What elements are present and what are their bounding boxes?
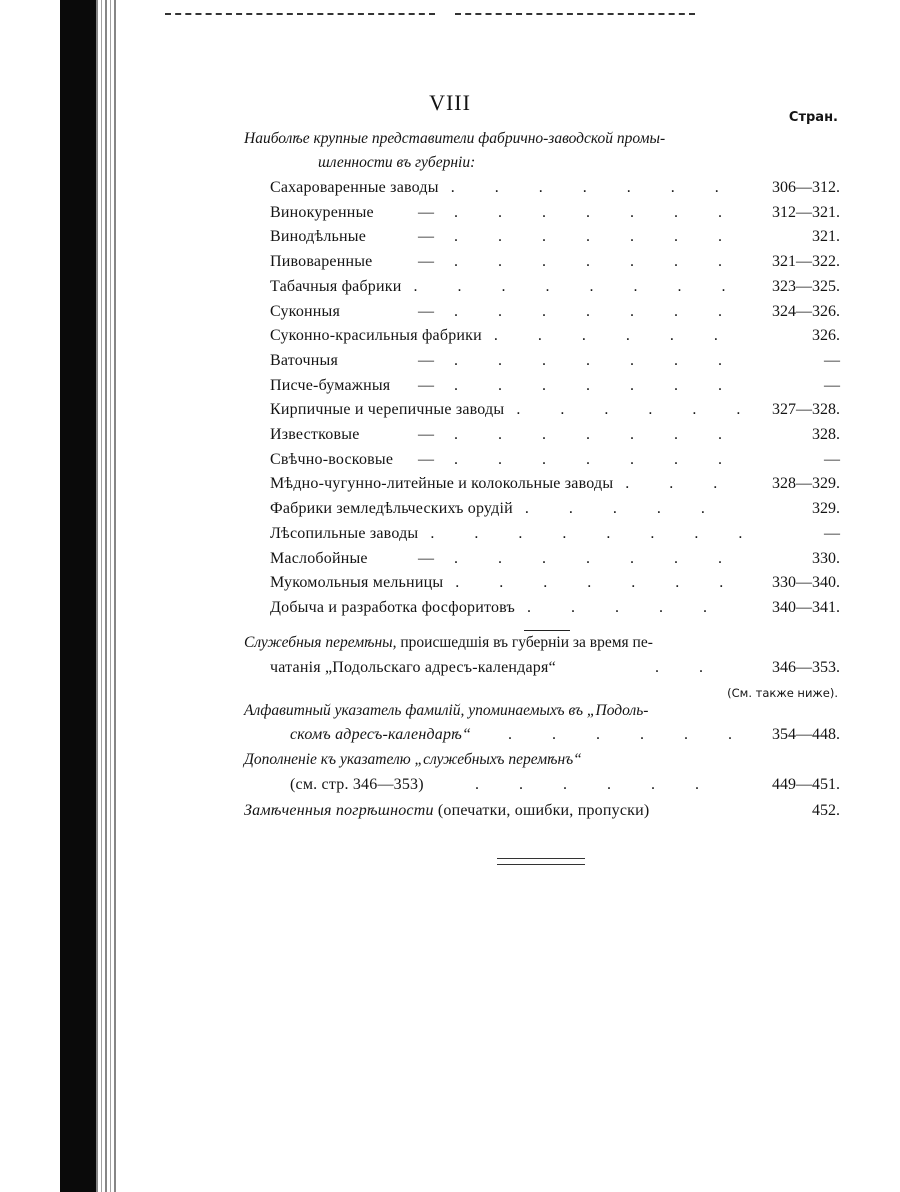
dot-leader xyxy=(455,574,742,596)
toc-row xyxy=(270,278,840,300)
section-divider xyxy=(524,630,570,631)
toc-row-label: Известковые xyxy=(270,426,360,443)
toc-row xyxy=(270,303,840,325)
toc-row-pages: 306—312. xyxy=(772,179,840,196)
toc-row xyxy=(270,401,840,423)
binding-edge xyxy=(96,0,118,1192)
section1-title-line2: шленности въ губерніи: xyxy=(318,154,476,171)
dot-leader xyxy=(655,659,740,681)
section5-pages: 452. xyxy=(812,802,840,819)
dot-leader xyxy=(527,599,742,621)
toc-row-label: Добыча и разработка фосфоритовъ xyxy=(270,598,515,616)
dot-leader xyxy=(475,776,740,798)
toc-row xyxy=(270,228,840,250)
toc-row-pages: — xyxy=(824,450,840,468)
toc-row-label: Ваточныя xyxy=(270,351,339,369)
section5-line xyxy=(244,802,649,820)
toc-row-label: Сахароваренные заводы xyxy=(270,179,439,196)
dot-leader xyxy=(516,401,742,423)
section1-title-line1: Наиболѣе крупные представители фабрично-заводской промы- xyxy=(244,130,666,147)
dot-leader xyxy=(454,451,742,473)
dot-leader xyxy=(414,278,742,300)
dot-leader xyxy=(508,726,740,748)
dot-leader xyxy=(454,426,742,448)
toc-row xyxy=(270,377,840,399)
toc-row-label: Винокуренные xyxy=(270,203,374,221)
binding-shadow xyxy=(60,0,96,1192)
toc-row xyxy=(270,352,840,374)
section3-pages: 354—448. xyxy=(772,726,840,743)
toc-row xyxy=(270,500,840,522)
toc-row-pages: 340—341. xyxy=(772,598,840,616)
toc-row-label: Свѣчно-восковые xyxy=(270,450,394,468)
toc-row-label: Табачныя фабрики xyxy=(270,277,402,295)
dot-leader xyxy=(454,352,742,374)
toc-row-pages: — xyxy=(824,524,840,542)
ditto-dash: — xyxy=(418,376,434,394)
section2-note: (См. также ниже). xyxy=(727,686,838,700)
dot-leader xyxy=(430,525,742,547)
ditto-dash: — xyxy=(418,302,434,320)
section2-line1 xyxy=(244,634,653,652)
toc-row xyxy=(270,451,840,473)
toc-row-pages: 330—340. xyxy=(772,574,840,592)
ditto-dash: — xyxy=(418,228,434,246)
toc-row xyxy=(270,253,840,275)
end-ornament xyxy=(497,858,585,865)
toc-row xyxy=(270,179,840,201)
toc-row-pages: 328. xyxy=(812,426,840,443)
toc-row-pages: 330. xyxy=(812,549,840,567)
section2-line2: чатанія „Подольскаго адресъ-календаря“ xyxy=(270,659,556,676)
toc-row xyxy=(270,204,840,226)
ditto-dash: — xyxy=(418,203,434,221)
dot-leader xyxy=(454,228,742,250)
toc-row-label: Кирпичные и черепичные заводы xyxy=(270,401,505,419)
dot-leader xyxy=(625,475,742,497)
dot-leader xyxy=(454,550,742,572)
section4-line1: Дополненіе къ указателю „служебныхъ перемѣнъ“ xyxy=(244,751,582,768)
toc-row xyxy=(270,475,840,497)
toc-row xyxy=(270,574,840,596)
section4-pages: 449—451. xyxy=(772,776,840,793)
dot-leader xyxy=(454,377,742,399)
dot-leader xyxy=(494,327,742,349)
section2-row xyxy=(270,659,840,681)
toc-row-label: Фабрики земледѣльческихъ орудій xyxy=(270,500,513,518)
section3-line2: скомъ адресъ-календарѣ“ xyxy=(290,726,472,743)
toc-row-pages: 321—322. xyxy=(772,253,840,271)
dot-leader xyxy=(454,303,742,325)
toc-row-label: Суконно-красильныя фабрики xyxy=(270,327,482,345)
column-header: Стран. xyxy=(788,110,838,125)
dot-leader xyxy=(525,500,742,522)
toc-row-label: Пивоваренные xyxy=(270,253,373,271)
toc-row xyxy=(270,426,840,448)
toc-row-pages: 327—328. xyxy=(772,401,840,419)
toc-row-label: Маслобойные xyxy=(270,549,368,567)
section2-title-italic: Служебныя перемѣны, xyxy=(244,634,397,651)
ditto-dash: — xyxy=(418,351,434,369)
toc-row-pages: 329. xyxy=(812,500,840,518)
toc-row-label: Мѣдно-чугунно-литейные и колокольные заводы xyxy=(270,475,614,493)
dot-leader xyxy=(451,179,742,201)
toc-row-pages: 323—325. xyxy=(772,277,840,295)
dot-leader xyxy=(454,253,742,275)
ditto-dash: — xyxy=(418,426,434,443)
ditto-dash: — xyxy=(418,549,434,567)
top-scan-rule-right xyxy=(455,13,695,15)
toc-row-pages: — xyxy=(824,376,840,394)
dot-leader xyxy=(454,204,742,226)
toc-row-label: Винодѣльные xyxy=(270,228,367,246)
section2-pages: 346—353. xyxy=(772,659,840,676)
ditto-dash: — xyxy=(418,253,434,271)
section3-line1: Алфавитный указатель фамилій, упоминаемыхъ въ „Подоль- xyxy=(244,702,649,719)
section5-title-italic: Замѣченныя погрѣшности xyxy=(244,802,434,819)
toc-row-label: Мукомольныя мельницы xyxy=(270,574,444,592)
toc-row-label: Писче-бумажныя xyxy=(270,376,391,394)
toc-row-pages: — xyxy=(824,351,840,369)
section4-row xyxy=(290,776,840,798)
toc-row-pages: 321. xyxy=(812,228,840,246)
toc-row xyxy=(270,599,840,621)
toc-row-pages: 326. xyxy=(812,327,840,345)
toc-row-label: Суконныя xyxy=(270,302,341,320)
toc-row xyxy=(270,327,840,349)
toc-row-label: Лѣсопильные заводы xyxy=(270,524,419,542)
section3-row xyxy=(290,726,840,748)
section4-line2: (см. стр. 346—353) xyxy=(290,776,424,793)
toc-row xyxy=(270,525,840,547)
toc-row-pages: 312—321. xyxy=(772,203,840,221)
toc-row xyxy=(270,550,840,572)
section2-title-rest: происшедшія въ губерніи за время пе- xyxy=(396,634,653,651)
top-scan-rule-left xyxy=(165,13,435,15)
toc-row-pages: 328—329. xyxy=(772,475,840,493)
ditto-dash: — xyxy=(418,450,434,468)
section5-title-rest: (опечатки, ошибки, пропуски) xyxy=(433,802,650,819)
page-number: VIII xyxy=(429,90,471,115)
section5-row xyxy=(244,802,840,824)
toc-row-pages: 324—326. xyxy=(772,302,840,320)
